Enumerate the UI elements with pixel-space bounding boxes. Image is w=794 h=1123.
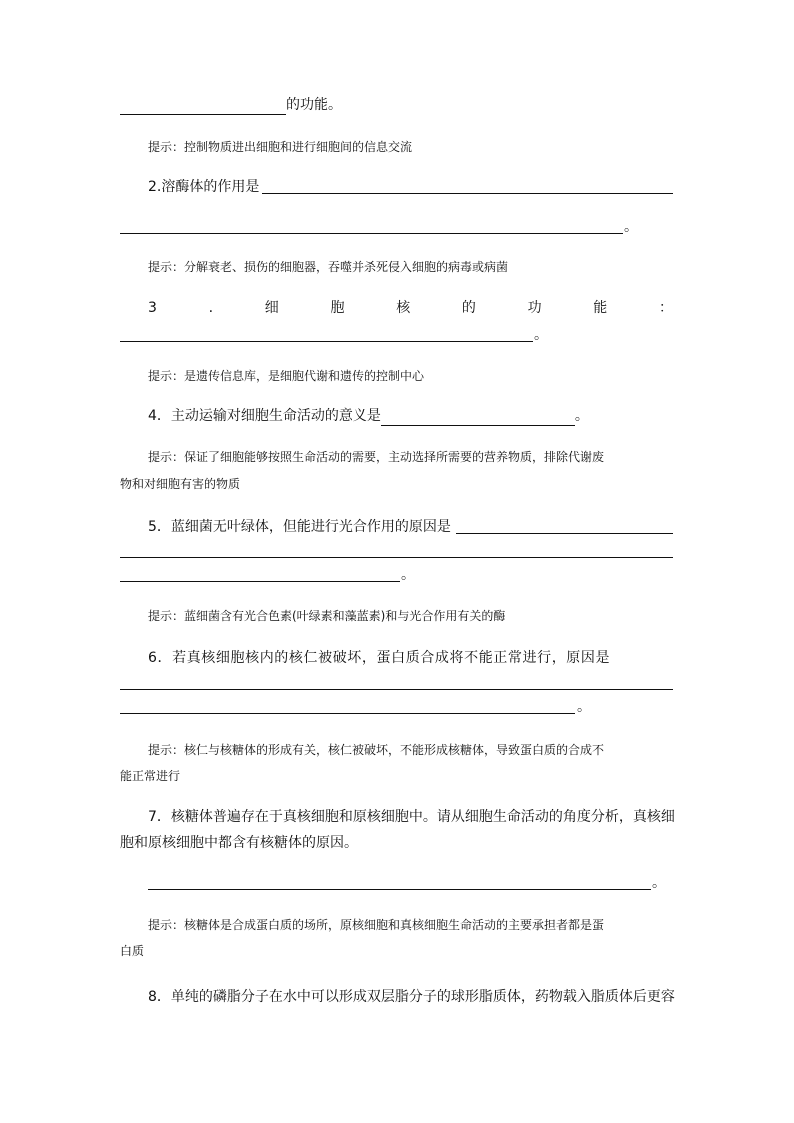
q2-hint: 提示：分解衰老、损伤的细胞器，吞噬并杀死侵入细胞的病毒或病菌 [148, 260, 509, 274]
q6-hint-line2: 能正常进行 [120, 769, 181, 783]
q7-end: 。 [652, 875, 666, 891]
answer-blank[interactable] [120, 557, 673, 558]
q4-line [148, 406, 673, 426]
q7-line1: 7．核糖体普遍存在于真核细胞和原核细胞中。请从细胞生命活动的角度分析，真核细 [148, 809, 675, 825]
answer-blank[interactable] [120, 581, 400, 582]
answer-blank[interactable] [120, 689, 673, 690]
q2-text: 2.溶酶体的作用是 [148, 179, 260, 195]
q6-line [148, 648, 673, 668]
answer-blank[interactable] [456, 533, 673, 534]
q3-char: 功 [527, 300, 542, 316]
q4-end: 。 [574, 408, 589, 424]
q1-line [120, 95, 673, 115]
q8-line1: 8．单纯的磷脂分子在水中可以形成双层脂分子的球形脂质体，药物载入脂质体后更容 [148, 989, 675, 1005]
q5-line [148, 517, 673, 537]
q4-hint-line2: 物和对细胞有害的物质 [120, 477, 241, 491]
q3-char: 胞 [330, 300, 345, 316]
q3-line [148, 298, 673, 318]
q3-char: 细 [264, 300, 279, 316]
answer-blank[interactable] [120, 341, 533, 342]
q7-line2: 胞和原核细胞中都含有核糖体的原因。 [120, 835, 358, 851]
q6-hint-line1: 提示：核仁与核糖体的形成有关，核仁被破坏，不能形成核糖体，导致蛋白质的合成不 [148, 743, 605, 757]
answer-blank[interactable] [120, 100, 286, 115]
q6-text: 6．若真核细胞核内的核仁被破坏，蛋白质合成将不能正常进行，原因是 [148, 650, 611, 666]
q7-hint-line2: 白质 [120, 944, 145, 958]
q1-hint: 提示：控制物质进出细胞和进行细胞间的信息交流 [148, 140, 413, 154]
answer-blank[interactable] [381, 411, 575, 426]
q5-hint: 提示：蓝细菌含有光合色素(叶绿素和藻蓝素)和与光合作用有关的酶 [148, 609, 506, 623]
q4-text: 4．主动运输对细胞生命活动的意义是 [148, 408, 381, 424]
q3-char: 3 [148, 300, 157, 316]
q3-hint: 提示：是遗传信息库，是细胞代谢和遗传的控制中心 [148, 369, 425, 383]
q6-end: 。 [577, 699, 591, 715]
q3-end: 。 [534, 327, 548, 343]
answer-blank[interactable] [148, 889, 651, 890]
q2-end: 。 [624, 219, 638, 235]
q3-char: 的 [461, 300, 476, 316]
q2-line [148, 177, 673, 197]
answer-blank[interactable] [120, 233, 623, 234]
q7-hint-line1: 提示：核糖体是合成蛋白质的场所，原核细胞和真核细胞生命活动的主要承担者都是蛋 [148, 918, 605, 932]
answer-blank[interactable] [120, 713, 575, 714]
q3-char: 核 [396, 300, 411, 316]
answer-blank[interactable] [262, 193, 673, 194]
q3-char: . [208, 300, 214, 316]
q3-char: ： [659, 300, 673, 316]
q4-hint-line1: 提示：保证了细胞能够按照生命活动的需要，主动选择所需要的营养物质，排除代谢废 [148, 450, 605, 464]
q5-end: 。 [401, 567, 415, 583]
q1-tail: 的功能。 [286, 97, 342, 113]
q5-text: 5．蓝细菌无叶绿体，但能进行光合作用的原因是 [148, 519, 451, 535]
q3-char: 能 [593, 300, 608, 316]
